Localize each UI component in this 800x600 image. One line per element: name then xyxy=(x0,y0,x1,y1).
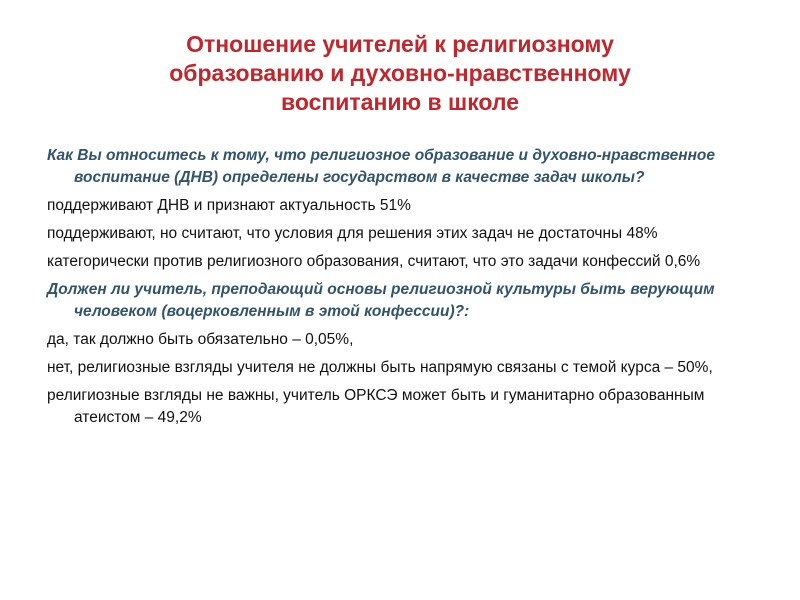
question-1: Как Вы относитесь к тому, что религиозное образование и духовно-нравственное воспитание (ДНВ) определены государством в качестве задач школы? xyxy=(47,147,716,186)
q2-answer-2: нет, религиозные взгляды учителя не должны быть напрямую связаны с темой курса – 50%, xyxy=(47,359,713,376)
question-2: Должен ли учитель, преподающий основы религиозной культуры быть верующим человеком (воцерковленным в этой конфессии)?: xyxy=(47,281,715,320)
q2-answer-1: да, так должно быть обязательно – 0,05%, xyxy=(47,331,354,348)
q1-answer-3: категорически против религиозного образования, считают, что это задачи конфессий 0,6% xyxy=(47,253,701,270)
title-line-2: образованию и духовно-нравственному xyxy=(169,60,631,86)
q1-answer-2: поддерживают, но считают, что условия для решения этих задач не достаточны 48% xyxy=(47,225,658,242)
slide-title xyxy=(60,30,740,117)
title-line-3: воспитанию в школе xyxy=(280,89,519,115)
q1-answer-1: поддерживают ДНВ и признают актуальность 51% xyxy=(47,197,411,214)
title-line-1: Отношение учителей к религиозному xyxy=(186,31,614,57)
q2-answer-3: религиозные взгляды не важны, учитель ОРКСЭ может быть и гуманитарно образованным атеистом – 49,2% xyxy=(47,387,705,426)
slide-body xyxy=(47,145,767,435)
